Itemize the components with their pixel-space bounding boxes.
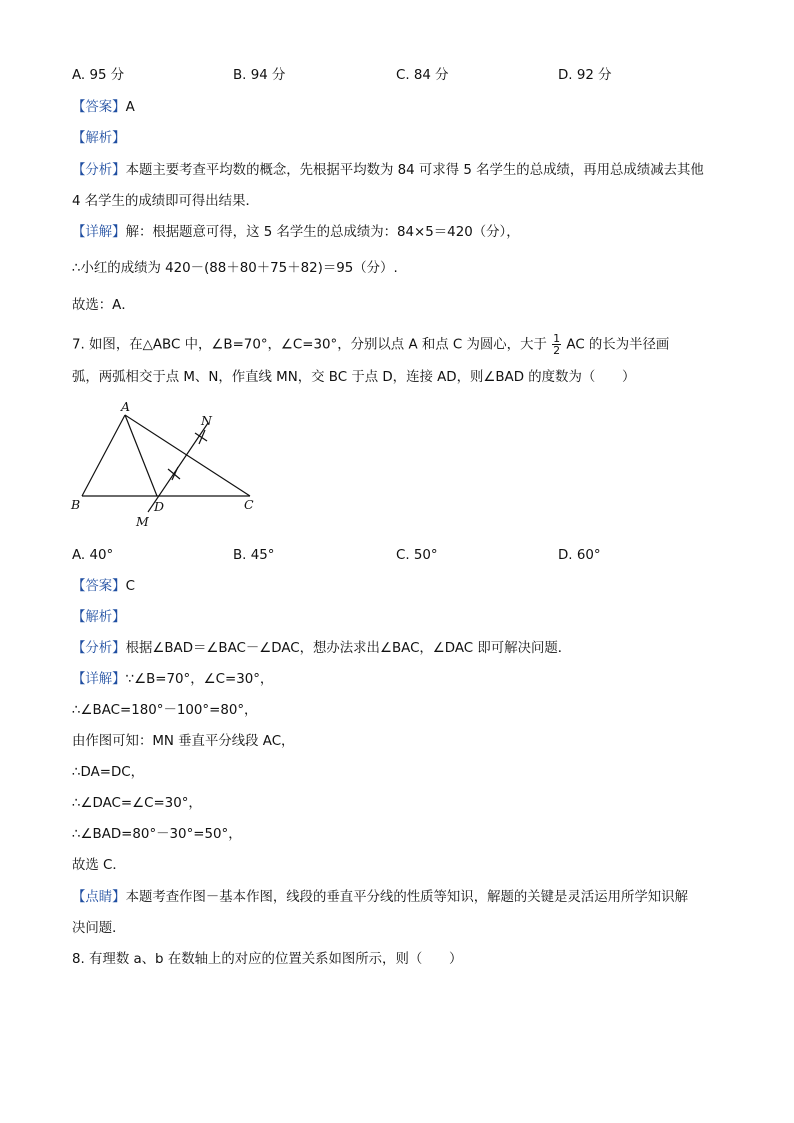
q7-step-5: ∴∠DAC=∠C=30°， — [72, 796, 202, 811]
q6-fenxi-line2: 4 名学生的成绩即可得出结果． — [72, 194, 259, 209]
q6-xiangjie-line2: ∴小红的成绩为 420－(88＋80＋75＋82)＝95（分）. — [72, 261, 398, 276]
q7-step-4: ∴DA=DC， — [72, 765, 145, 780]
segment-ad — [125, 415, 157, 496]
q7-step-2: ∴∠BAC=180°－100°=80°， — [72, 703, 258, 718]
fraction-one-half: $\frac{1}{2}$ — [553, 332, 561, 357]
q7-option-b: B. 45° — [233, 548, 275, 563]
arc-mark-lower — [168, 467, 180, 480]
q7-stem-line1: 7. 如图，在△ABC 中，∠B=70°，∠C=30°，分别以点 A 和点 C 为圆心，大于 $\frac{1}{2}$ AC 的长为半径画 — [72, 332, 670, 357]
q6-fenxi-line1: 【分析】本题主要考查平均数的概念，先根据平均数为 84 可求得 5 名学生的总成绩，再用总成绩减去其他 — [72, 163, 704, 178]
q7-step-7: 故选 C． — [72, 858, 126, 873]
label-b: B — [71, 497, 81, 512]
q6-option-c: C. 84 分 — [396, 68, 449, 83]
q6-xiangjie-line1: 【详解】解：根据题意可得，这 5 名学生的总成绩为：84×5＝420（分）， — [72, 225, 520, 240]
arc-mark-upper — [195, 430, 207, 444]
q6-answer-line — [72, 98, 135, 118]
q7-answer-line: 【答案】C — [72, 579, 135, 594]
q7-option-a: A. 40° — [72, 548, 114, 563]
q7-step-6: ∴∠BAD=80°－30°=50°， — [72, 827, 242, 842]
answer-value: A — [125, 100, 135, 115]
label-a: A — [121, 399, 131, 414]
q7-option-d: D. 60° — [558, 548, 601, 563]
q6-option-a: A. 95 分 — [72, 68, 125, 83]
label-d: D — [154, 499, 165, 514]
segment-ab — [82, 415, 125, 496]
q7-option-c: C. 50° — [396, 548, 438, 563]
q7-analysis-tag: 【解析】 — [72, 610, 126, 625]
q8-stem: 8. 有理数 a、b 在数轴上的对应的位置关系如图所示，则（ ） — [72, 952, 463, 967]
q7-dianjing-line2: 决问题． — [72, 921, 126, 936]
answer-tag: 【答案】 — [72, 100, 126, 115]
q7-fenxi: 【分析】根据∠BAD＝∠BAC－∠DAC，想办法求出∠BAC，∠DAC 即可解决问题． — [72, 641, 572, 656]
segment-ac — [125, 415, 250, 496]
q7-dianjing-line1: 【点睛】本题考查作图－基本作图，线段的垂直平分线的性质等知识，解题的关键是灵活运用所学知识解 — [72, 890, 688, 905]
label-n: N — [201, 413, 212, 428]
q7-step-1: 【详解】∵∠B=70°，∠C=30°， — [72, 672, 274, 687]
q7-stem-line2: 弧，两弧相交于点 M、N，作直线 MN，交 BC 于点 D，连接 AD，则∠BAD 的度数为（ ） — [72, 370, 636, 385]
q6-analysis-tag: 【解析】 — [72, 131, 126, 146]
label-m: M — [136, 514, 149, 529]
q6-option-b: B. 94 分 — [233, 68, 286, 83]
label-c: C — [244, 497, 254, 512]
q7-triangle-figure — [60, 395, 270, 535]
q6-option-d: D. 92 分 — [558, 68, 612, 83]
q6-conclusion: 故选：A． — [72, 298, 135, 313]
q7-step-3: 由作图可知：MN 垂直平分线段 AC， — [72, 734, 295, 749]
